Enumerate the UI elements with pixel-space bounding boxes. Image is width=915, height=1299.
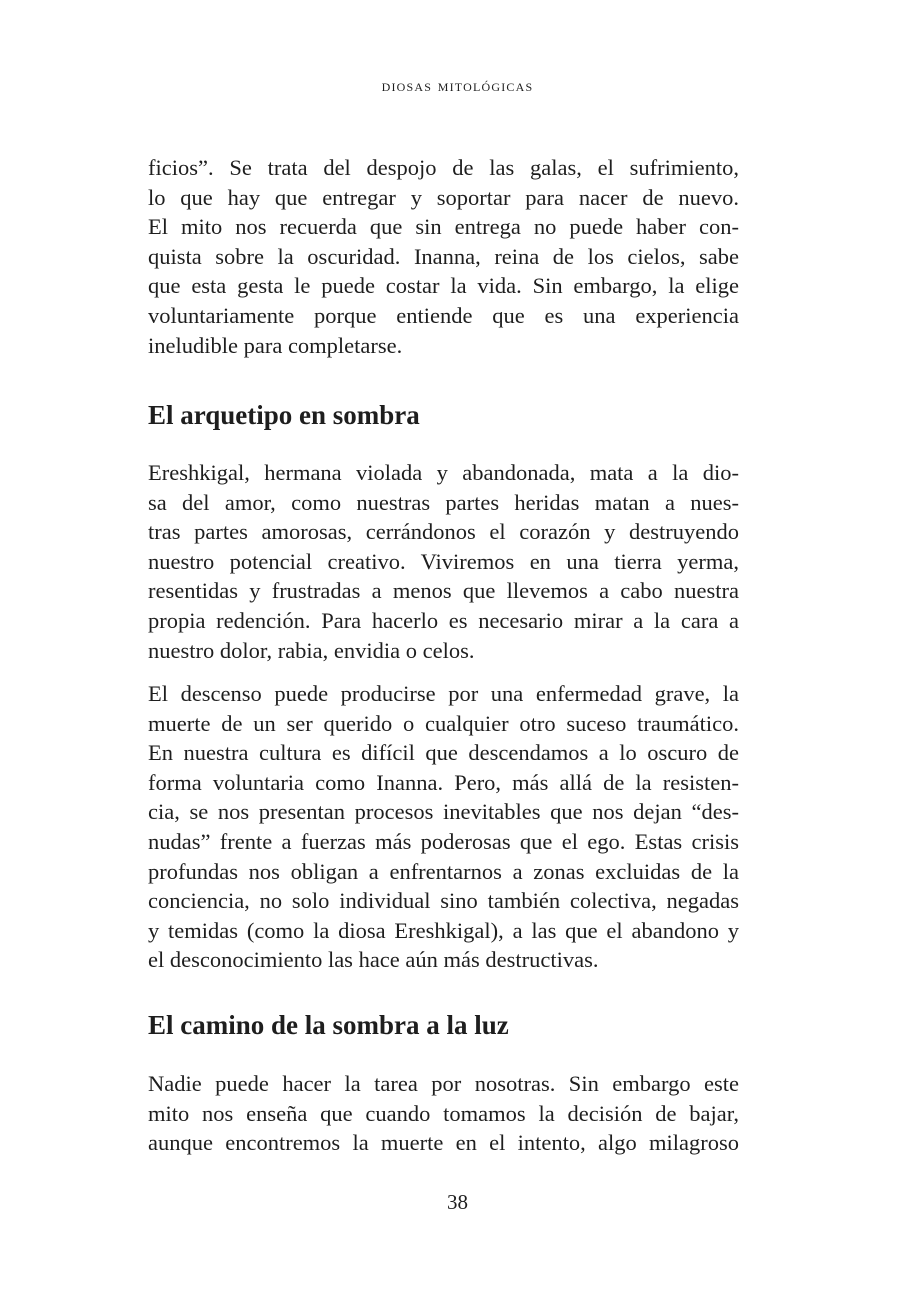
page-number: 38 bbox=[447, 1190, 468, 1214]
section-heading-arquetipo: El arquetipo en sombra bbox=[148, 400, 420, 430]
text-line: lo que hay que entregar y soportar para nacer de nuevo. bbox=[148, 184, 739, 210]
paragraph-ereshkigal bbox=[148, 458, 739, 665]
text-line: que esta gesta le puede costar la vida. Sin embargo, la elige bbox=[148, 273, 739, 299]
text-line: muerte de un ser querido o cualquier otro suceso traumático. bbox=[148, 710, 739, 736]
text-line: cia, se nos presentan procesos inevitables que nos dejan “des- bbox=[148, 799, 739, 825]
text-line: En nuestra cultura es difícil que descendamos a lo oscuro de bbox=[148, 740, 739, 766]
text-line: sa del amor, como nuestras partes heridas matan a nues- bbox=[148, 489, 739, 515]
text-line: El descenso puede producirse por una enfermedad grave, la bbox=[148, 681, 739, 706]
paragraph-intro bbox=[148, 153, 739, 360]
text-line: El mito nos recuerda que sin entrega no puede haber con- bbox=[148, 214, 739, 240]
section-heading-camino: El camino de la sombra a la luz bbox=[148, 1010, 509, 1040]
text-line: conciencia, no solo individual sino también colectiva, negadas bbox=[148, 888, 739, 914]
text-line: el desconocimiento las hace aún más destructivas. bbox=[148, 947, 599, 973]
text-line: profundas nos obligan a enfrentarnos a zonas excluidas de la bbox=[148, 858, 739, 884]
text-line: nudas” frente a fuerzas más poderosas que el ego. Estas crisis bbox=[148, 828, 739, 854]
text-line: tras partes amorosas, cerrándonos el corazón y destruyendo bbox=[148, 519, 739, 545]
text-line: aunque encontremos la muerte en el intento, algo milagroso bbox=[148, 1130, 739, 1156]
text-line: nuestro dolor, rabia, envidia o celos. bbox=[148, 637, 475, 663]
text-line: resentidas y frustradas a menos que llevemos a cabo nuestra bbox=[148, 578, 739, 604]
paragraph-descenso bbox=[148, 679, 739, 975]
text-line: propia redención. Para hacerlo es necesario mirar a la cara a bbox=[148, 607, 739, 633]
text-line: nuestro potencial creativo. Viviremos en una tierra yerma, bbox=[148, 548, 739, 574]
text-line: mito nos enseña que cuando tomamos la decisión de bajar, bbox=[148, 1100, 739, 1126]
running-head: diosas mitológicas bbox=[381, 75, 534, 95]
text-line: Nadie puede hacer la tarea por nosotras. Sin embargo este bbox=[148, 1071, 739, 1096]
text-line: quista sobre la oscuridad. Inanna, reina de los cielos, sabe bbox=[148, 243, 739, 269]
text-line: ficios”. Se trata del despojo de las galas, el sufrimiento, bbox=[148, 155, 739, 180]
text-line: voluntariamente porque entiende que es una experiencia bbox=[148, 302, 739, 328]
paragraph-nadie bbox=[148, 1069, 739, 1158]
text-line: ineludible para completarse. bbox=[148, 332, 403, 358]
text-line: forma voluntaria como Inanna. Pero, más allá de la resisten- bbox=[148, 769, 739, 795]
text-line: Ereshkigal, hermana violada y abandonada, mata a la dio- bbox=[148, 460, 739, 485]
text-line: y temidas (como la diosa Ereshkigal), a las que el abandono y bbox=[148, 917, 739, 943]
